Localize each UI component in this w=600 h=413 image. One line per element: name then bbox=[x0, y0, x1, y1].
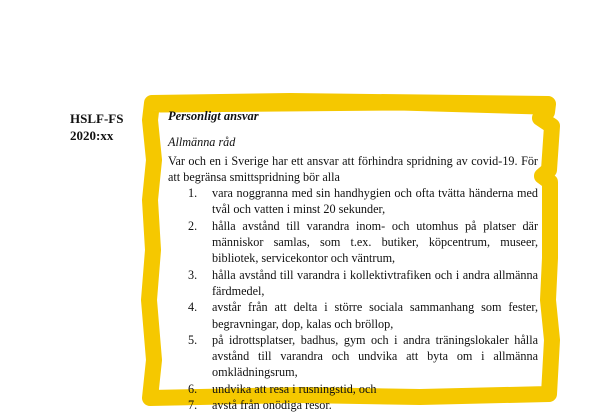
list-item-text: vara noggranna med sin handhygien och ofta tvätta händerna med tvål och vatten i minst 20 sekunder, bbox=[212, 186, 538, 217]
list-item bbox=[168, 267, 538, 300]
list-item bbox=[168, 185, 538, 218]
section-heading: Personligt ansvar bbox=[168, 109, 259, 123]
list-item-number: 4. bbox=[188, 300, 198, 315]
list-item-number: 3. bbox=[188, 267, 198, 282]
list-item bbox=[168, 332, 538, 381]
intro-paragraph: Var och en i Sverige har ett ansvar att förhindra spridning av covid-19. För att begränsa smittspridning bör alla bbox=[168, 153, 538, 184]
list-item-number: 1. bbox=[188, 186, 198, 201]
document-body bbox=[168, 108, 538, 413]
list-item-text: undvika att resa i rusningstid, och bbox=[212, 381, 377, 396]
list-item-text: på idrottsplatser, badhus, gym och i andra träningslokaler hålla avstånd till varandra och undvika att byta om i allmänna omklädningsrum, bbox=[212, 332, 538, 380]
list-item-number: 7. bbox=[188, 398, 198, 413]
list-item-text: avstår från att delta i större sociala sammanhang som fester, begravningar, dop, kalas och bröllop, bbox=[212, 300, 538, 331]
list-item-text: avstå från onödiga resor. bbox=[212, 398, 332, 413]
list-item-text: hålla avstånd till varandra i kollektivtrafiken och i andra allmänna färdmedel, bbox=[212, 267, 538, 298]
list-item-number: 6. bbox=[188, 381, 198, 396]
document-id-number: 2020:xx bbox=[70, 128, 114, 143]
list-item bbox=[168, 381, 538, 397]
list-item bbox=[168, 299, 538, 332]
recommendation-list bbox=[168, 185, 538, 413]
document-id-series: HSLF-FS bbox=[70, 111, 124, 126]
list-item-text: hålla avstånd till varandra inom- och utomhus på platser där människor samlas, som t.ex. butiker, köpcentrum, museer, bibliotek, servicekontor och väntrum, bbox=[212, 218, 538, 266]
list-item bbox=[168, 218, 538, 267]
list-item-number: 5. bbox=[188, 332, 198, 347]
section-subheading: Allmänna råd bbox=[168, 135, 236, 150]
list-item bbox=[168, 397, 538, 413]
list-item-number: 2. bbox=[188, 218, 198, 233]
